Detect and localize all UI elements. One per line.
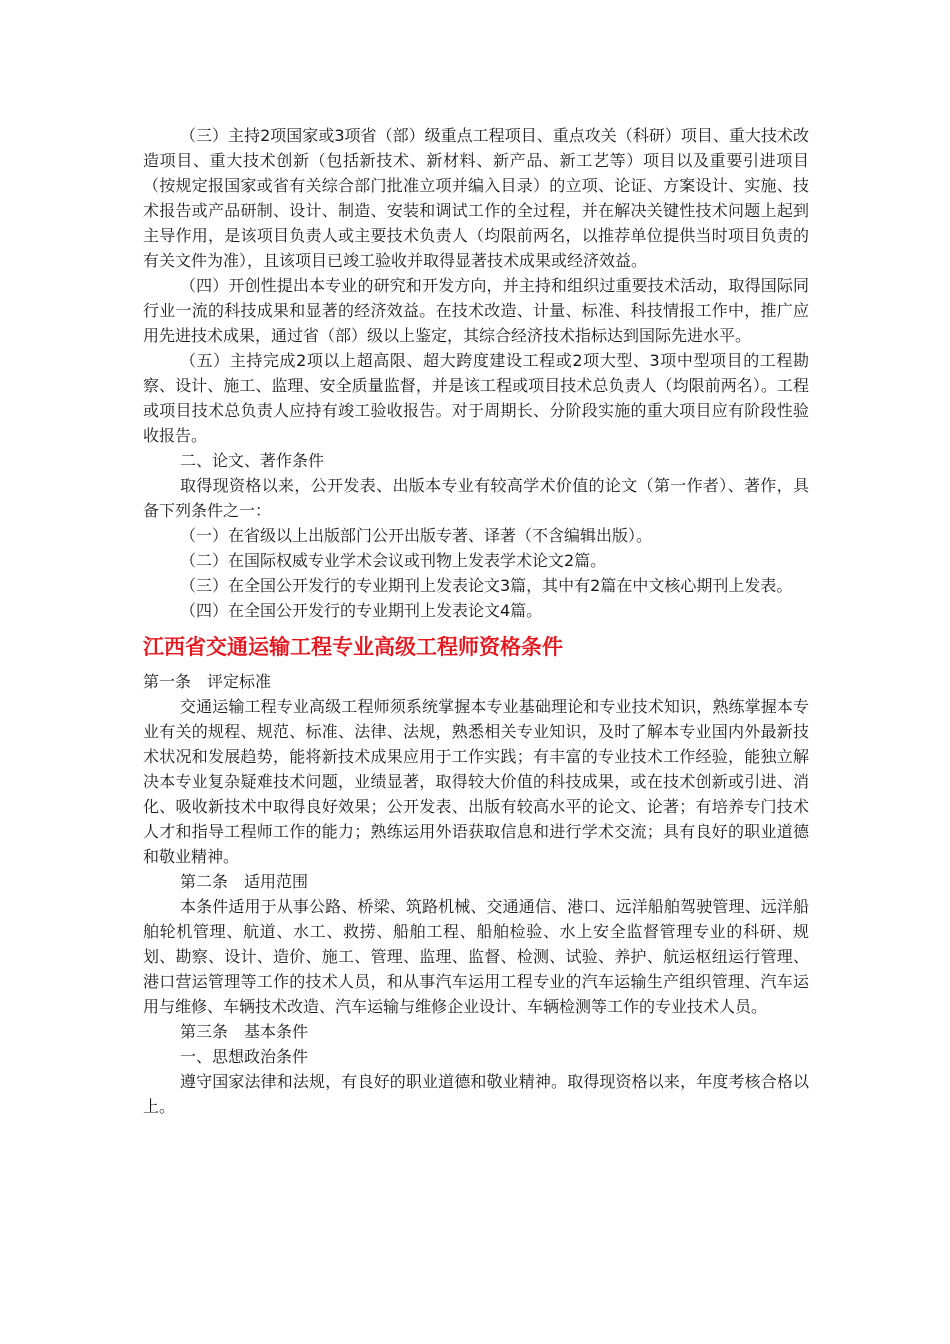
article-2-body: 本条件适用于从事公路、桥梁、筑路机械、交通通信、港口、远洋船舶驾驶管理、远洋船舶轮机管理、航道、水工、救捞、船舶工程、船舶检验、水上安全监督管理专业的科研、规划、勘察、设计、造价、施工、管理、监理、监督、检测、试验、养护、航运枢纽运行管理、港口营运管理等工作的技术人员，和从事汽车运用工程专业的汽车运输生产组织管理、汽车运用与维修、车辆技术改造、汽车运输与维修企业设计、车辆检测等工作的专业技术人员。	[143, 897, 809, 1016]
papers-item-2: （二）在国际权威专业学术会议或刊物上发表学术论文2篇。	[180, 551, 607, 570]
article-1-title: 第一条 评定标准	[143, 672, 272, 691]
article-2-title: 第二条 适用范围	[180, 872, 309, 891]
section-title-political: 一、思想政治条件	[180, 1047, 309, 1066]
papers-item-4: （四）在全国公开发行的专业期刊上发表论文4篇。	[180, 601, 543, 620]
article-1-body: 交通运输工程专业高级工程师须系统掌握本专业基础理论和专业技术知识，熟练掌握本专业有关的规程、规范、标准、法律、法规，熟悉相关专业知识，及时了解本专业国内外最新技术状况和发展趋势，能将新技术成果应用于工作实践；有丰富的专业技术工作经验，能独立解决本专业复杂疑难技术问题，业绩显著，取得较大价值的科技成果，或在技术创新或引进、消化、吸收新技术中取得良好效果；公开发表、出版有较高水平的论文、论著；有培养专门技术人才和指导工程师工作的能力；熟练运用外语获取信息和进行学术交流；具有良好的职业道德和敬业精神。	[143, 697, 809, 866]
papers-item-1: （一）在省级以上出版部门公开出版专著、译著（不含编辑出版）。	[180, 526, 653, 545]
paragraph-item-5: （五）主持完成2项以上超高限、超大跨度建设工程或2项大型、3项中型项目的工程勘察、设计、施工、监理、安全质量监督，并是该工程或项目技术总负责人（均限前两名）。工程或项目技术总负责人应持有竣工验收报告。对于周期长、分阶段实施的重大项目应有阶段性验收报告。	[143, 351, 809, 445]
paragraph-item-4: （四）开创性提出本专业的研究和开发方向，并主持和组织过重要技术活动，取得国际同行业一流的科技成果和显著的经济效益。在技术改造、计量、标准、科技情报工作中，推广应用先进技术成果，通过省（部）级以上鉴定，其综合经济技术指标达到国际先进水平。	[143, 276, 809, 345]
article-3-title: 第三条 基本条件	[180, 1022, 309, 1041]
papers-intro: 取得现资格以来，公开发表、出版本专业有较高学术价值的论文（第一作者）、著作，具备下列条件之一：	[143, 476, 809, 520]
document-page	[143, 123, 809, 1119]
paragraph-item-3: （三）主持2项国家或3项省（部）级重点工程项目、重点攻关（科研）项目、重大技术改造项目、重大技术创新（包括新技术、新材料、新产品、新工艺等）项目以及重要引进项目（按规定报国家或省有关综合部门批准立项并编入目录）的立项、论证、方案设计、实施、技术报告或产品研制、设计、制造、安装和调试工作的全过程，并在解决关键性技术问题上起到主导作用，是该项目负责人或主要技术负责人（均限前两名，以推荐单位提供当时项目负责的有关文件为准），且该项目已竣工验收并取得显著技术成果或经济效益。	[143, 126, 809, 270]
section-title-papers: 二、论文、著作条件	[180, 451, 325, 470]
document-heading: 江西省交通运输工程专业高级工程师资格条件	[143, 635, 563, 659]
political-body: 遵守国家法律和法规，有良好的职业道德和敬业精神。取得现资格以来，年度考核合格以上。	[143, 1072, 809, 1116]
papers-item-3: （三）在全国公开发行的专业期刊上发表论文3篇，其中有2篇在中文核心期刊上发表。	[180, 576, 793, 595]
